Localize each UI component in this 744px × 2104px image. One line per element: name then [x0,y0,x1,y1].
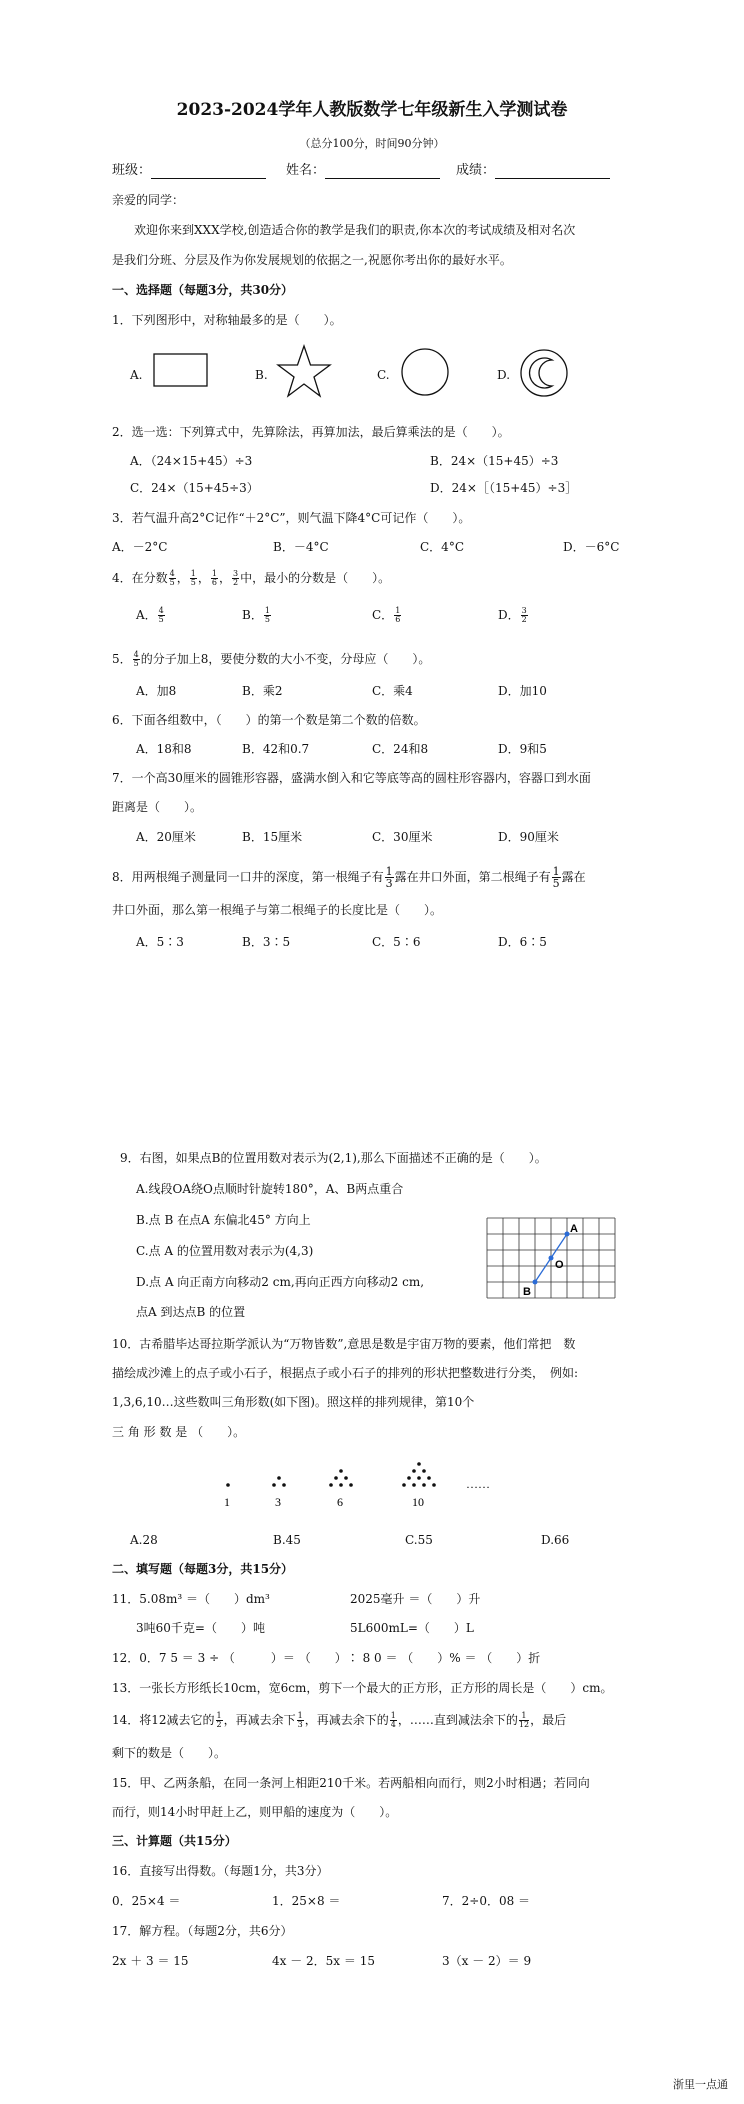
q8-option-c[interactable]: C．5∶6 [372,935,421,949]
q5-stem: 5． $\frac{4}{5}$ 的分子加上8，要使分数的大小不变，分母应（ ）。 [112,650,431,668]
fraction: $\frac{1}{5}$ [190,569,196,587]
q3-option-a[interactable]: A．－2°C [112,540,168,554]
q4-option-c[interactable]: C． $\frac{1}{6}$ [372,606,401,624]
point-b [533,1280,538,1285]
rectangle-icon [153,353,209,389]
q3-option-d[interactable]: D．－6°C [563,540,620,554]
ellipsis: …… [466,1477,490,1491]
q8-option-a[interactable]: A．5∶3 [136,935,184,949]
q8-option-d[interactable]: D．6∶5 [498,935,547,949]
q2-option-b[interactable]: B．24×（15+45）÷3 [430,454,559,468]
q10-line-2: 描绘成沙滩上的点子或小石子，根据点子或小石子的排列的形状把整数进行分类， 例如: [112,1366,579,1380]
fraction: $\frac{1}{3}$ [297,1711,303,1729]
q5-option-d[interactable]: D．加10 [498,684,547,698]
q3-stem: 3．若气温升高2°C记作“＋2°C”，则气温下降4°C可记作（ ）。 [112,511,471,525]
q7-line-1: 7．一个高30厘米的圆锥形容器，盛满水倒入和它等底等高的圆柱形容器内，容器口到水面 [112,771,591,785]
star-icon [276,344,332,398]
q5-option-a[interactable]: A．加8 [136,684,177,698]
q13-stem: 13．一张长方形纸长10cm，宽6cm，剪下一个最大的正方形，正方形的周长是（ ）cm。 [112,1681,613,1695]
fraction: $\frac{4}{5}$ [169,569,175,587]
moon-in-circle-icon [518,348,570,398]
q8-option-b[interactable]: B．3∶5 [242,935,291,949]
q7-line-2: 距离是（ ）。 [112,800,203,814]
fraction: $\frac{3}{2}$ [232,569,239,587]
q2-option-a[interactable]: A．（24×15+45）÷3 [130,454,253,468]
q3-option-b[interactable]: B．－4°C [273,540,329,554]
class-blank[interactable] [151,164,266,179]
q17-stem: 17．解方程。（每题2分，共6分） [112,1924,293,1938]
q11-line-2a: 3吨60千克=（ ）吨 [136,1621,265,1635]
q6-option-a[interactable]: A．18和8 [136,742,192,756]
q7-option-a[interactable]: A．20厘米 [136,830,196,844]
q10-option-a[interactable]: A.28 [130,1533,158,1547]
point-a-label: A [570,1223,578,1235]
q1-option-b[interactable]: B. [255,368,268,382]
q11-line-1b: 2025毫升 ＝（ ）升 [350,1592,481,1606]
q4-option-b[interactable]: B． $\frac{1}{5}$ [242,606,270,624]
q16-stem: 16．直接写出得数。（每题1分，共3分） [112,1864,329,1878]
q10-line-4: 三 角 形 数 是 （ ）。 [112,1425,246,1439]
coordinate-grid [487,1218,617,1308]
q6-option-d[interactable]: D．9和5 [498,742,547,756]
fraction: $\frac{1}{4}$ [390,1711,396,1729]
q1-option-c[interactable]: C. [377,368,390,382]
q16-item-a: 0．25×4 ＝ [112,1894,181,1908]
q1-stem: 1．下列图形中，对称轴最多的是（ ）。 [112,313,342,327]
q11-line-2b: 5L600mL=（ ）L [350,1621,474,1635]
q10-option-b[interactable]: B.45 [273,1533,301,1547]
q4-stem: 4．在分数 $\frac{4}{5}$ ， $\frac{1}{5}$ ， $\frac{1}{6}$ ， $\frac{3}{2}$ 中，最小的分数是（ ）。 [112,569,391,587]
point-o [549,1256,554,1261]
fraction: $\frac{4}{5}$ [158,606,164,624]
fraction: $\frac{1}{12}$ [518,1711,530,1729]
intro-line-2: 是我们分班、分层及作为你发展规划的依据之一,祝愿你考出你的最好水平。 [112,253,512,267]
q16-item-b: 1．25×8 ＝ [272,1894,341,1908]
point-a [565,1232,570,1237]
q4-option-d[interactable]: D． $\frac{3}{2}$ [498,606,527,624]
q6-option-c[interactable]: C．24和8 [372,742,429,756]
q16-item-c: 7．2÷0．08 ＝ [442,1894,531,1908]
page-subtitle: （总分100分，时间90分钟） [299,137,445,150]
name-blank[interactable] [325,164,440,179]
q17-item-c: 3（x － 2）＝ 9 [442,1954,532,1968]
q7-option-b[interactable]: B．15厘米 [242,830,303,844]
q8-line-1: 8．用两根绳子测量同一口井的深度，第一根绳子有 $\frac{1}{3}$ 露在井口外面，第二根绳子有 $\frac{1}{5}$ 露在 [112,865,586,890]
q10-option-d[interactable]: D.66 [541,1533,570,1547]
q8-line-2: 井口外面，那么第一根绳子与第二根绳子的长度比是（ ）。 [112,903,443,917]
fraction: $\frac{3}{2}$ [521,606,527,624]
q15-line-1: 15．甲、乙两条船，在同一条河上相距210千米。若两船相向而行，则2小时相遇；若同向 [112,1776,590,1790]
page-title: 2023-2024学年人教版数学七年级新生入学测试卷 [176,100,568,120]
q9-option-b[interactable]: B.点 B 在点A 东偏北45° 方向上 [136,1213,311,1227]
q10-line-1: 10．古希腊毕达哥拉斯学派认为“万物皆数”,意思是数是宇宙万物的要素，他们常把 数 [112,1337,576,1351]
q11-line-1a: 11．5.08m³ ＝（ ）dm³ [112,1592,270,1606]
fraction: $\frac{1}{6}$ [211,569,217,587]
q3-option-c[interactable]: C．4°C [420,540,464,554]
footer-watermark: 浙里一点通 [673,2078,728,2091]
name-label: 姓名： [286,163,440,179]
q15-line-2: 而行，则14小时甲赶上乙，则甲船的速度为（ ）。 [112,1805,398,1819]
tri-label-6: 6 [337,1495,343,1509]
q4-option-a[interactable]: A． $\frac{4}{5}$ [136,606,164,624]
q9-option-a[interactable]: A.线段OA绕O点顺时针旋转180°，A、B两点重合 [136,1182,404,1196]
class-label: 班级： [112,163,266,179]
q9-stem: 9．右图，如果点B的位置用数对表示为(2,1),那么下面描述不正确的是（ ）。 [120,1151,547,1165]
fraction: $\frac{1}{6}$ [395,606,401,624]
point-b-label: B [523,1286,531,1298]
fraction: $\frac{1}{5}$ [552,865,560,890]
q9-option-d-line-2: 点A 到达点B 的位置 [136,1305,246,1319]
score-blank[interactable] [495,164,610,179]
section-1-heading: 一、选择题（每题3分，共30分） [112,283,294,297]
q17-item-a: 2x ＋ 3 ＝ 15 [112,1954,189,1968]
q10-line-3: 1,3,6,10…这些数叫三角形数(如下图)。照这样的排列规律，第10个 [112,1395,475,1409]
tri-label-3: 3 [275,1495,281,1509]
q14-line-1: 14．将12减去它的 $\frac{1}{2}$ ，再减去余下 $\frac{1}{3}$ ，再减去余下的 $\frac{1}{4}$ ，……直到减法余下的 $\frac{1}{12}$ ，最后 [112,1711,567,1729]
q5-option-b[interactable]: B．乘2 [242,684,283,698]
section-3-heading: 三、计算题（共15分） [112,1834,237,1848]
q1-option-a[interactable]: A. [130,368,143,382]
q7-option-d[interactable]: D．90厘米 [498,830,559,844]
tri-label-10: 10 [412,1495,424,1509]
fraction: $\frac{4}{5}$ [133,650,139,668]
q10-option-c[interactable]: C.55 [405,1533,433,1547]
q9-option-d-line-1[interactable]: D.点 A 向正南方向移动2 cm,再向正西方向移动2 cm, [136,1275,425,1289]
q2-option-c[interactable]: C．24×（15+45÷3） [130,481,259,495]
tri-label-1: 1 [224,1495,230,1509]
greeting: 亲爱的同学： [112,193,185,207]
q1-option-d[interactable]: D. [497,368,511,382]
score-label: 成绩： [456,163,610,179]
circle-icon [400,347,450,397]
q6-option-b[interactable]: B．42和0.7 [242,742,310,756]
point-o-label: O [555,1259,564,1271]
triangular-numbers-figure [210,1455,510,1515]
fraction: $\frac{1}{5}$ [264,606,270,624]
q6-stem: 6．下面各组数中，（ ）的第一个数是第二个数的倍数。 [112,713,426,727]
section-2-heading: 二、填写题（每题3分，共15分） [112,1562,294,1576]
q9-option-c[interactable]: C.点 A 的位置用数对表示为(4,3) [136,1244,314,1258]
q12-stem: 12．0．7 5 ＝ 3 ÷ （ ）＝ （ ）∶ 8 0 ＝ （ ）% ＝ （ ）折 [112,1651,541,1665]
fraction: $\frac{1}{3}$ [385,865,393,890]
q7-option-c[interactable]: C．30厘米 [372,830,433,844]
q2-stem: 2．选一选：下列算式中，先算除法，再算加法，最后算乘法的是（ ）。 [112,425,510,439]
fraction: $\frac{1}{2}$ [216,1711,222,1729]
q17-item-b: 4x － 2．5x ＝ 15 [272,1954,375,1968]
intro-line-1: 欢迎你来到XXX学校,创造适合你的教学是我们的职责,你本次的考试成绩及相对名次 [134,223,576,237]
q5-option-c[interactable]: C．乘4 [372,684,413,698]
q2-option-d[interactable]: D．24×［（15+45）÷3］ [430,481,578,495]
q14-line-2: 剩下的数是（ ）。 [112,1746,227,1760]
